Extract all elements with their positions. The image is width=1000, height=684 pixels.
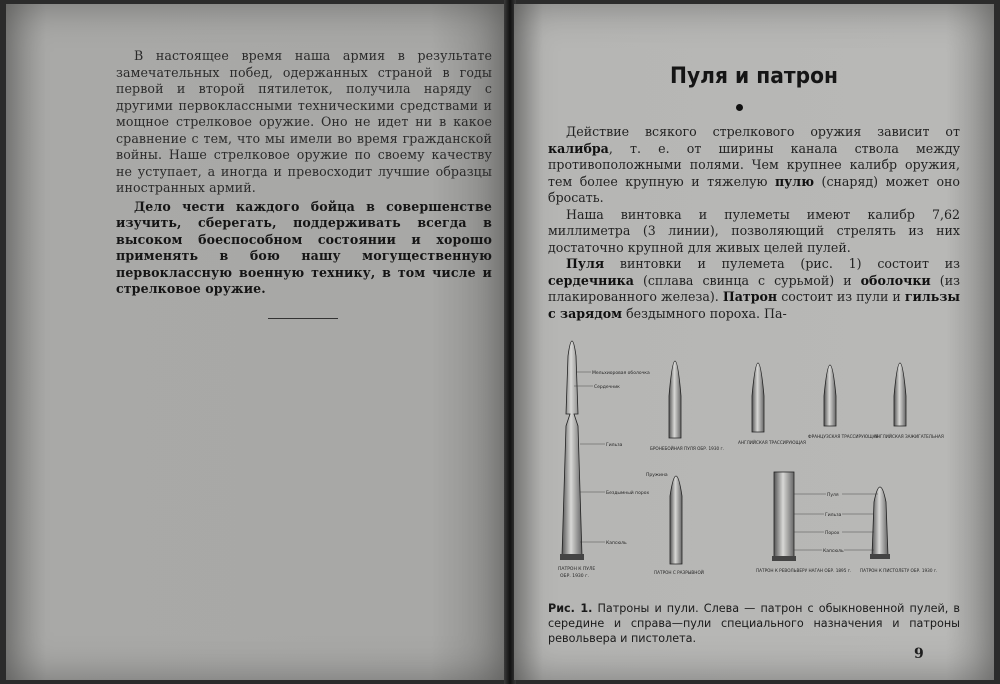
cartridge-illustration bbox=[544, 326, 964, 596]
label-case-2: Гильза bbox=[825, 513, 842, 518]
label-explosive-cartridge: ПАТРОН С РАЗРЫВНОЙ bbox=[654, 570, 704, 575]
label-ap-bullet: БРОНЕБОЙНАЯ ПУЛЯ ОБР. 1930 г. bbox=[650, 446, 725, 451]
left-paragraph-1: В настоящее время наша армия в результате замечательных побед, одержанных страной в годы первой и второй пятилеток, получила наряду с другими первоклассными техническими средствами и мощное стрелковое оружие. Оно не идет ни в какое сравнение с тем, что мы имели во время гражданской войны. Наше стрелковое оружие по своему качеству не уступает, а иногда и превосходит лучшие образцы иностранных армий. bbox=[116, 48, 492, 195]
text-run: состоит из пули и bbox=[777, 289, 905, 304]
label-spring: Пружина bbox=[646, 473, 668, 478]
figure-caption bbox=[548, 601, 960, 646]
label-core: Сердечник bbox=[594, 385, 620, 390]
label-rifle-cartridge: ПАТРОН К ПУЛЕ bbox=[558, 567, 596, 572]
caption-label: Рис. 1. bbox=[548, 602, 593, 615]
term-cartridge: Патрон bbox=[722, 289, 778, 304]
revolver-cartridge-drawing bbox=[772, 472, 796, 561]
pistol-cartridge-drawing bbox=[870, 487, 890, 559]
label-jacket: Мельхиоровая оболочка bbox=[592, 371, 650, 376]
section-divider bbox=[268, 318, 338, 319]
rifle-cartridge-drawing bbox=[560, 341, 584, 560]
text-run: (снаряд) может оно бросать. bbox=[548, 173, 960, 205]
title-ornament-dot bbox=[736, 104, 743, 111]
right-text-block bbox=[548, 124, 960, 322]
text-run: бездымного пороха. Па- bbox=[622, 305, 787, 321]
term-jacket: оболочки bbox=[860, 272, 931, 288]
label-bullet: Пуля bbox=[827, 493, 839, 498]
left-text-block bbox=[116, 48, 492, 298]
label-british-incendiary: АНГЛИЙСКАЯ ЗАЖИГАТЕЛЬНАЯ bbox=[874, 434, 944, 439]
left-page bbox=[6, 4, 506, 680]
page-number: 9 bbox=[914, 646, 924, 662]
text-run: (сплава свинца с сурьмой) и bbox=[633, 272, 861, 288]
label-case: Гильза bbox=[606, 443, 623, 448]
label-powder-2: Порох bbox=[825, 531, 840, 536]
page-title: Пуля и патрон bbox=[670, 64, 838, 89]
caption-text: Патроны и пули. Слева — патрон с обыкновенной пулей, в середине и справа—пули специального назначения и патроны револьвера и пистолета. bbox=[548, 602, 960, 645]
label-primer: Капсюль bbox=[606, 541, 627, 546]
right-paragraph-3 bbox=[548, 256, 960, 322]
term-case-with-charge: гильзы с зарядом bbox=[548, 289, 960, 321]
label-primer-2: Капсюль bbox=[823, 549, 844, 554]
right-page bbox=[514, 4, 994, 680]
term-bullet-2: Пуля bbox=[566, 256, 605, 271]
term-caliber: калибра bbox=[548, 140, 609, 156]
text-run: , т. е. от ширины канала ствола между противоположными полями. Чем крупнее калибр оружия, тем более крупную и тяжелую bbox=[548, 140, 960, 189]
label-powder: Бездымный порох bbox=[606, 491, 650, 496]
text-run: винтовки и пулемета (рис. 1) состоит из bbox=[604, 256, 960, 271]
special-bullets-row bbox=[669, 361, 906, 438]
term-bullet: пулю bbox=[774, 173, 815, 189]
text-run: Действие всякого стрелкового оружия зависит от bbox=[566, 124, 960, 139]
label-revolver-cartridge: ПАТРОН К РЕВОЛЬВЕРУ НАГАН ОБР. 1895 г. bbox=[756, 568, 852, 573]
term-core: сердечника bbox=[548, 272, 634, 288]
left-bold-paragraph: Дело чести каждого бойца в совершенстве изучить, сберегать, поддерживать всегда в высоком боеспособном состоянии и хорошо применять в бою нашу могущественную первоклассную военную технику, в том числе и стрелковое оружие. bbox=[116, 198, 492, 296]
label-pistol-cartridge: ПАТРОН К ПИСТОЛЕТУ ОБР. 1930 г. bbox=[860, 568, 938, 573]
label-french-tracer: ФРАНЦУЗСКАЯ ТРАССИРУЮЩАЯ bbox=[808, 434, 879, 439]
label-rifle-cartridge-year: ОБР. 1930 г. bbox=[560, 574, 589, 579]
right-paragraph-2: Наша винтовка и пулеметы имеют калибр 7,62 миллиметра (3 линии), позволяющий стрелять из них достаточно крупной для живых целей пулей. bbox=[548, 206, 960, 255]
text-run: (из плакированного железа). bbox=[548, 272, 960, 304]
right-paragraph-1 bbox=[548, 124, 960, 207]
label-british-tracer: АНГЛИЙСКАЯ ТРАССИРУЮЩАЯ bbox=[738, 440, 806, 445]
explosive-bullet-drawing bbox=[670, 476, 682, 564]
